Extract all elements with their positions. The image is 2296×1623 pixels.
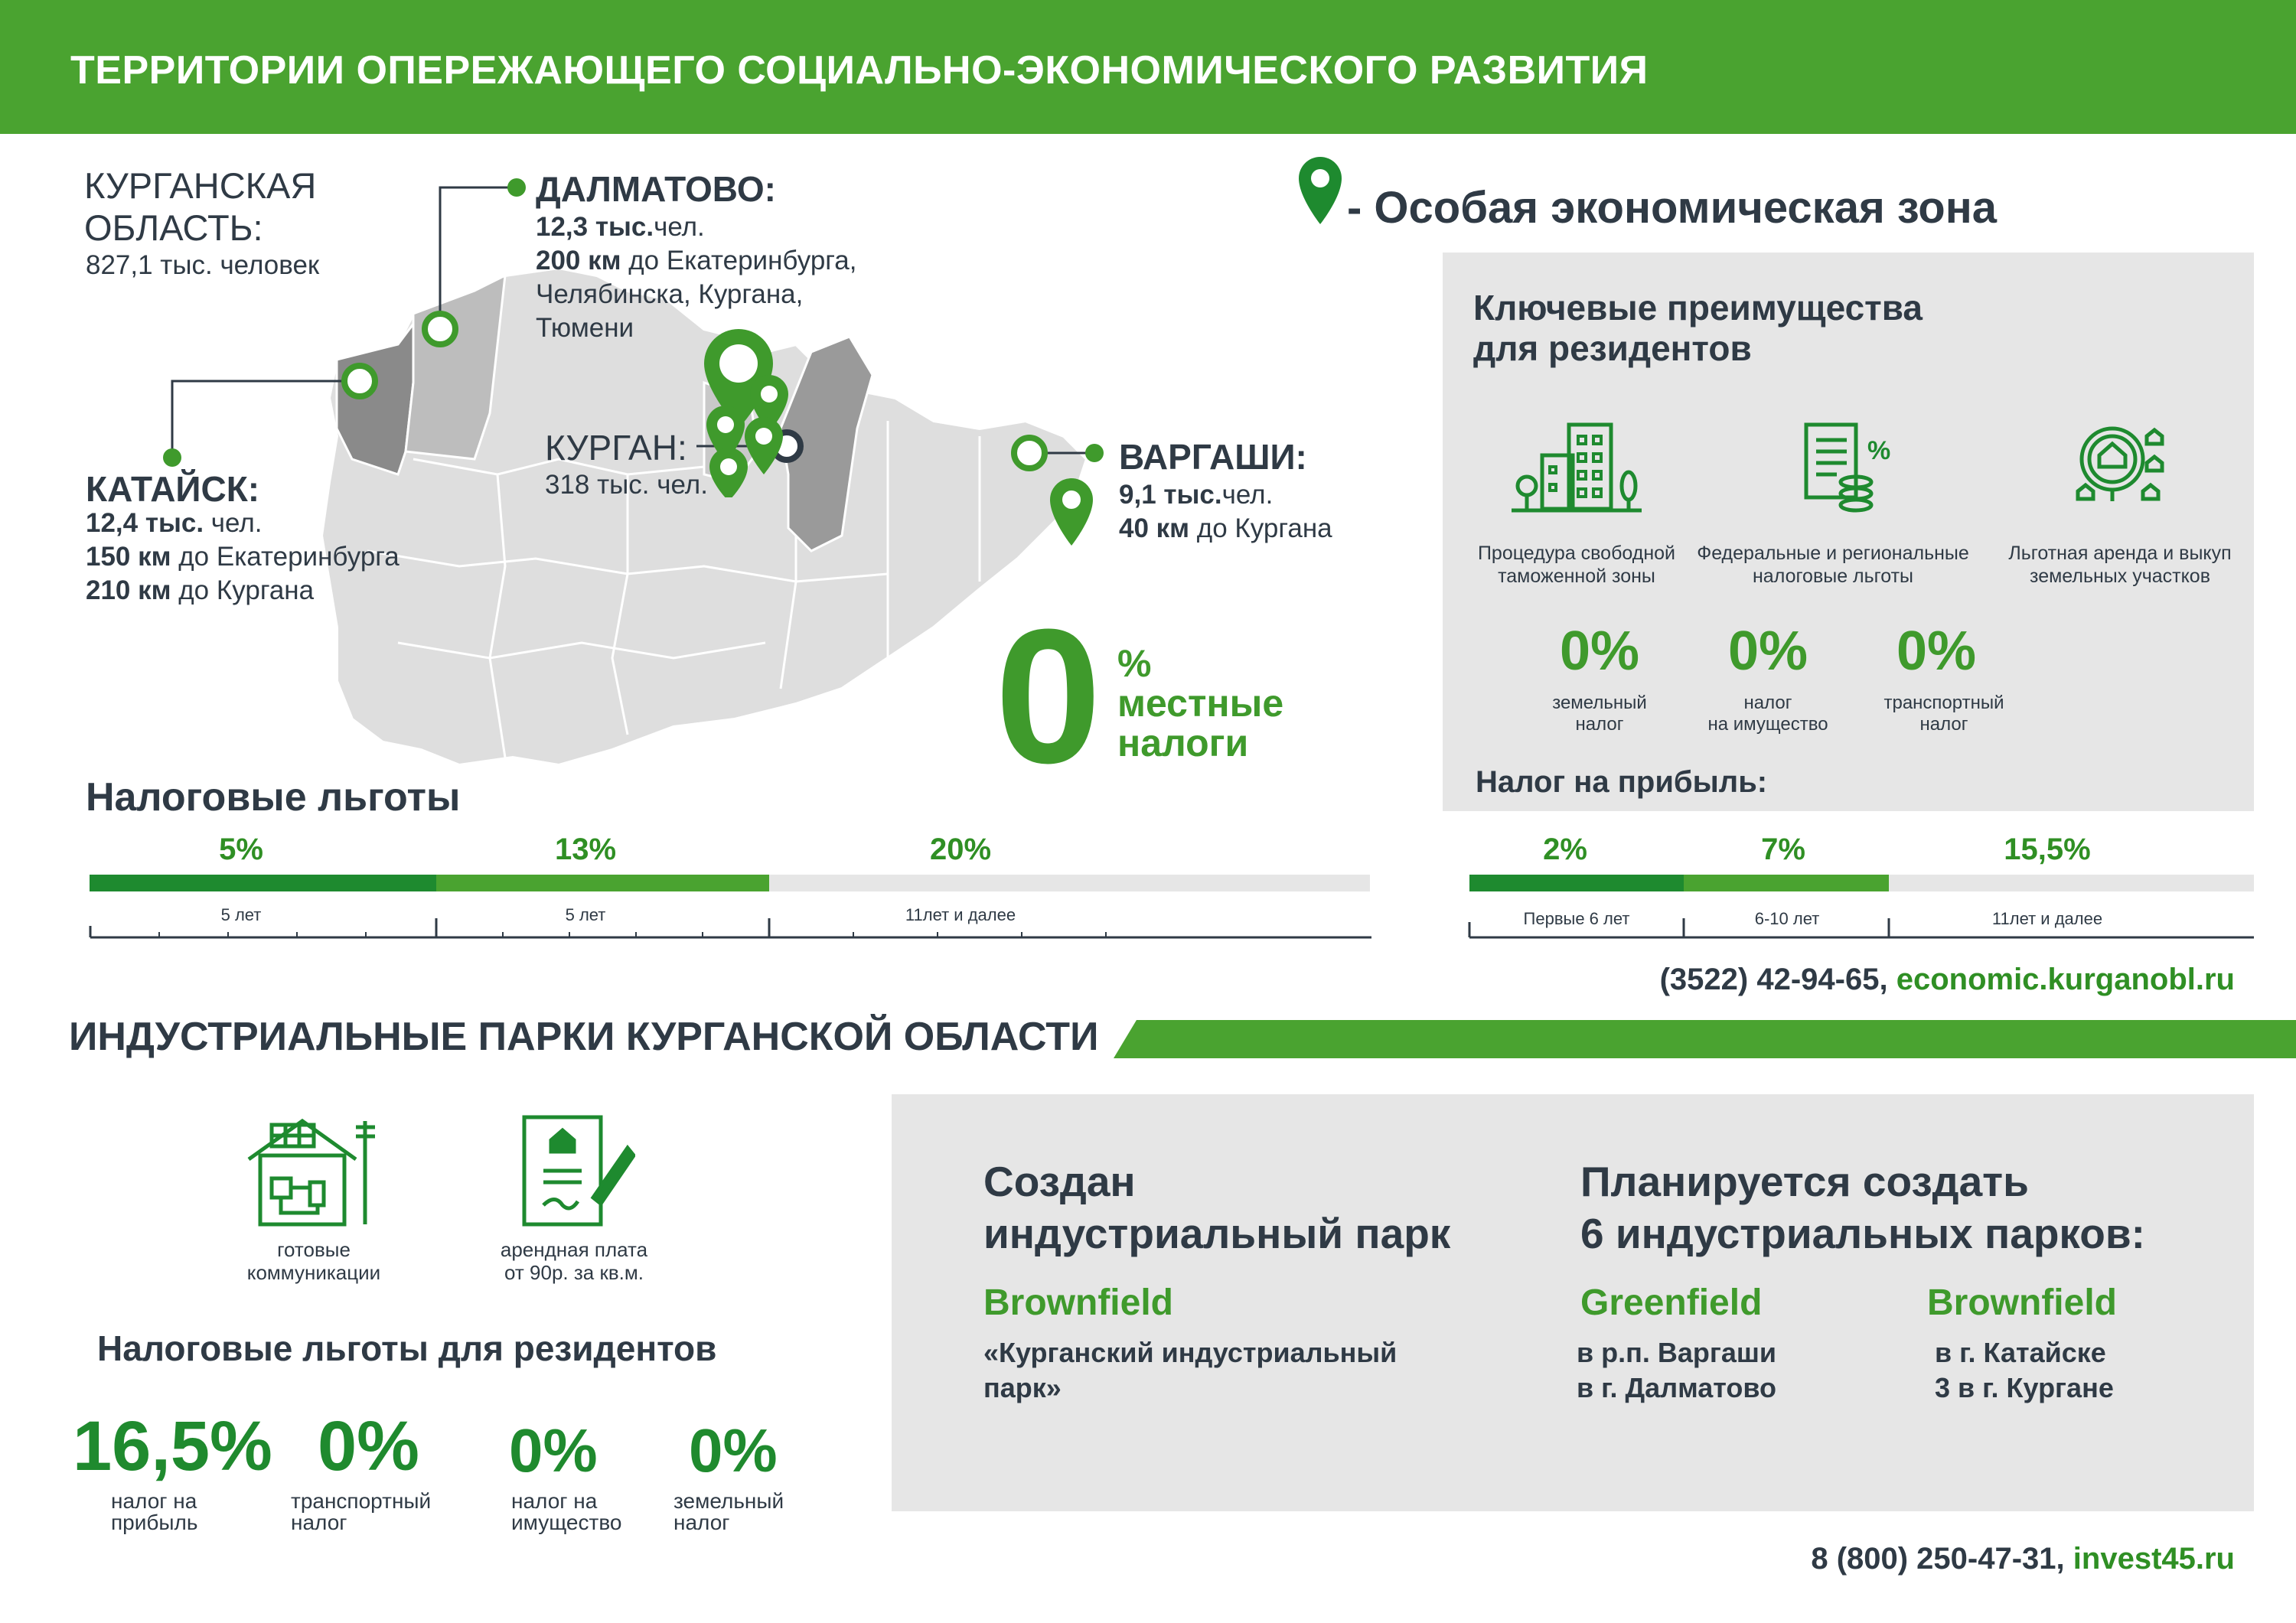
sez-legend-pin-icon (1297, 157, 1343, 226)
tax-bar-label-3: 11лет и далее (905, 905, 1016, 924)
zero-property-tax: 0% (1727, 621, 1808, 682)
kurgan-name: КУРГАН: (545, 428, 687, 468)
tax-bar-segment-2 (436, 875, 769, 891)
planned-brownfield-locations: в г. Катайске 3 в г. Кургане (1935, 1337, 2114, 1403)
industrial-parks-title: ИНДУСТРИАЛЬНЫЕ ПАРКИ КУРГАНСКОЙ ОБЛАСТИ (69, 1015, 1099, 1059)
tax-bar-label-1: 5 лет (220, 905, 262, 924)
resident-land-tax-label: земельный налог (673, 1489, 784, 1534)
profit-bar-label-3: 11лет и далее (1991, 909, 2103, 928)
planned-brownfield-type: Brownfield (1927, 1282, 2117, 1323)
planned-greenfield-type: Greenfield (1580, 1282, 1763, 1323)
profit-bar-segment-1 (1469, 875, 1684, 891)
tax-benefits-title: Налоговые льготы (86, 775, 461, 820)
profit-bar-pct-1: 2% (1543, 833, 1587, 866)
land-house-icon (2070, 421, 2170, 513)
local-tax-line1: местные (1117, 682, 1284, 725)
tax-document-icon (1802, 421, 1890, 517)
resident-tax-benefits-title: Налоговые льготы для резидентов (97, 1328, 717, 1368)
feature-rent-label: арендная плата от 90р. за кв.м. (500, 1238, 648, 1284)
dalmatovo-distance: 200 км до Екатеринбурга, (536, 246, 857, 275)
vargashi-name: ВАРГАШИ: (1119, 437, 1307, 477)
planned-greenfield-locations: в р.п. Варгаши в г. Далматово (1577, 1337, 1777, 1403)
local-tax-zero: 0 (995, 589, 1102, 803)
tax-bar-pct-2: 13% (554, 833, 617, 866)
planned-parks-heading: Планируется создать 6 индустриальных парков: (1580, 1158, 2145, 1257)
resident-property-tax-label: налог на имущество (511, 1489, 622, 1534)
feature-communications-label: готовые коммуникации (246, 1238, 381, 1284)
zero-transport-tax-label: транспортный налог (1883, 693, 2004, 735)
contact-invest-phone: 8 (800) 250-47-31, (1811, 1542, 2073, 1576)
tax-bar-pct-3: 20% (929, 833, 992, 866)
advantages-title-line2: для резидентов (1473, 328, 1752, 368)
tax-bar-label-2: 5 лет (565, 905, 606, 924)
tax-bar-segment-1 (90, 875, 436, 891)
sez-pin-vargashi (1049, 478, 1094, 547)
advantage-label-2: Федеральные и региональные налоговые льготы (1697, 543, 1969, 587)
resident-transport-tax-label: транспортный налог (291, 1489, 432, 1534)
tax-bar-pct-1: 5% (219, 833, 263, 866)
advantages-title-line1: Ключевые преимущества (1473, 288, 1923, 328)
resident-property-tax-value: 0% (509, 1416, 598, 1484)
katajsk-distance-2: 210 км до Кургана (86, 575, 315, 605)
kurgan-population: 318 тыс. чел. (545, 470, 708, 500)
local-tax-percent: % (1117, 642, 1152, 685)
advantage-label-3: Льготная аренда и выкуп земельных участков (2008, 543, 2232, 587)
zero-land-tax: 0% (1559, 621, 1640, 682)
svg-text:%: % (1867, 436, 1890, 465)
sez-legend-label: - Особая экономическая зона (1347, 183, 1998, 233)
profit-bar-label-1: Первые 6 лет (1523, 909, 1630, 928)
resident-transport-tax-value: 0% (318, 1407, 419, 1485)
dalmatovo-distance-line3: Челябинска, Кургана, (536, 279, 804, 309)
dalmatovo-name: ДАЛМАТОВО: (536, 169, 776, 209)
created-park-type: Brownfield (983, 1282, 1173, 1323)
zero-property-tax-label: налог на имущество (1707, 693, 1828, 735)
dalmatovo-population: 12,3 тыс.чел. (536, 212, 705, 242)
resident-profit-tax-label: налог на прибыль (111, 1489, 198, 1534)
katajsk-population: 12,4 тыс. чел. (86, 508, 263, 538)
contact-economic (1660, 963, 2235, 997)
profit-bar-label-2: 6-10 лет (1754, 909, 1820, 928)
katajsk-name: КАТАЙСК: (86, 469, 260, 509)
profit-bar-pct-3: 15,5% (2004, 833, 2091, 866)
created-park-heading: Создан индустриальный парк (983, 1158, 1451, 1257)
vargashi-population: 9,1 тыс.чел. (1119, 480, 1274, 510)
contact-economic-link[interactable]: economic.kurganobl.ru (1896, 963, 2235, 996)
tax-bar-segment-3 (769, 875, 1370, 891)
sez-pins-kurgan (696, 329, 811, 497)
zero-land-tax-label: земельный налог (1552, 693, 1647, 735)
region-name-line1: КУРГАНСКАЯ (84, 165, 317, 206)
region-population: 827,1 тыс. человек (86, 250, 320, 280)
created-park-name: «Курганский индустриальный парк» (983, 1337, 1397, 1403)
dalmatovo-distance-line4: Тюмени (536, 313, 634, 343)
contact-invest-link[interactable]: invest45.ru (2073, 1542, 2235, 1576)
local-tax-line2: налоги (1117, 722, 1249, 764)
profit-tax-title: Налог на прибыль: (1476, 765, 1768, 799)
profit-bar-segment-2 (1684, 875, 1889, 891)
lease-contract-icon (520, 1113, 635, 1228)
katajsk-distance-1: 150 км до Екатеринбурга (86, 542, 400, 572)
advantage-label-1: Процедура свободной таможенной зоны (1477, 543, 1676, 587)
page-title: ТЕРРИТОРИИ ОПЕРЕЖАЮЩЕГО СОЦИАЛЬНО-ЭКОНОМИЧЕСКОГО РАЗВИТИЯ (70, 48, 1649, 93)
resident-profit-tax-value: 16,5% (73, 1407, 272, 1485)
vargashi-distance: 40 км до Кургана (1119, 513, 1332, 543)
region-name-line2: ОБЛАСТЬ: (84, 207, 263, 248)
industrial-parks-stripe (1114, 1020, 2296, 1058)
profit-bar-segment-3 (1889, 875, 2254, 891)
communications-house-icon (241, 1113, 379, 1228)
profit-bar-pct-2: 7% (1761, 833, 1805, 866)
contact-invest (1811, 1542, 2235, 1576)
resident-land-tax-value: 0% (689, 1416, 778, 1484)
buildings-icon (1508, 417, 1645, 517)
contact-economic-phone: (3522) 42-94-65, (1659, 963, 1896, 996)
zero-transport-tax: 0% (1896, 621, 1977, 682)
